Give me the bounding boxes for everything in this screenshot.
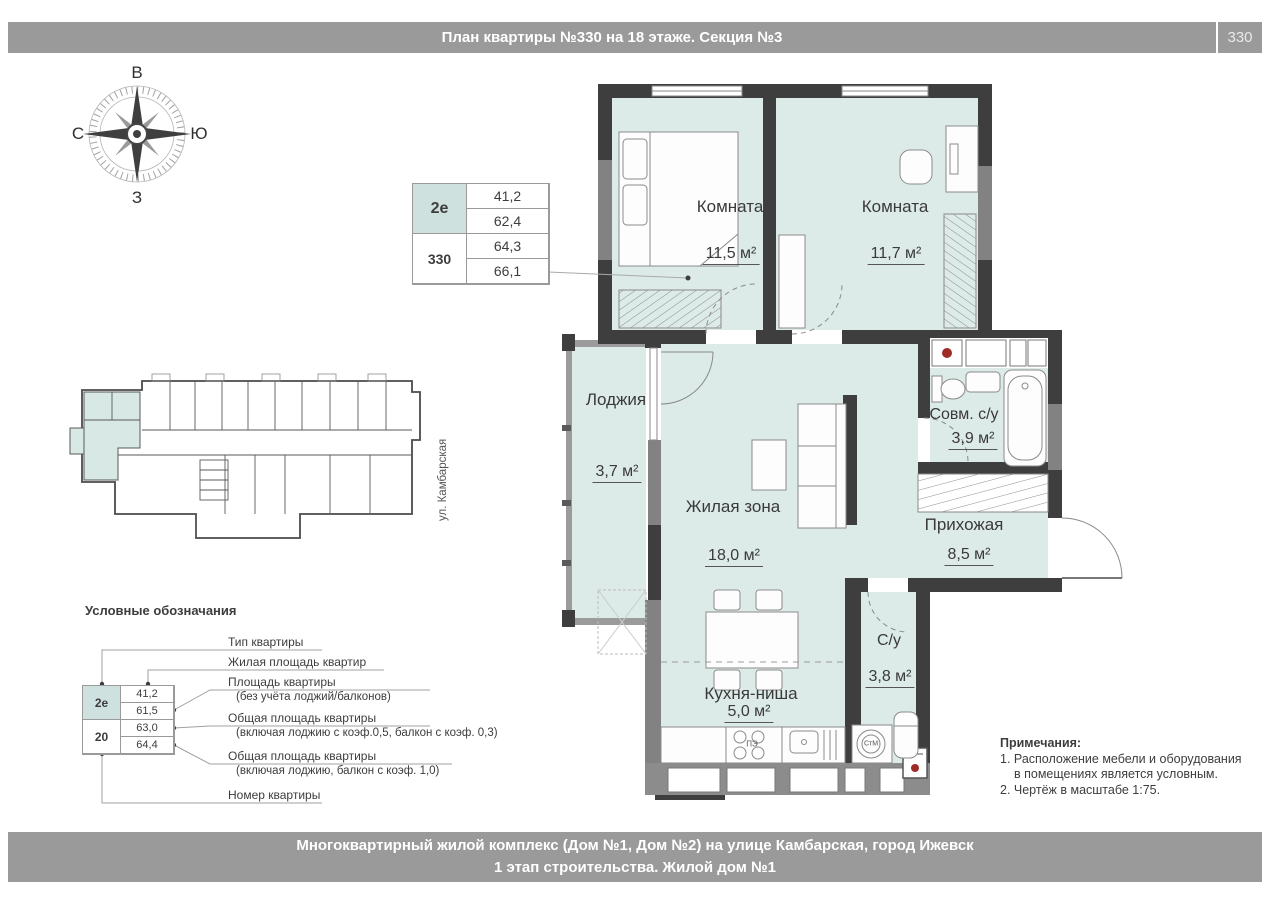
legend-entry-sub: (включая лоджию, балкон с коэф. 1,0)	[236, 765, 440, 777]
note-line: 2. Чертёж в масштабе 1:75.	[1000, 782, 1161, 797]
footer-line1: Многоквартирный жилой комплекс (Дом №1, Дом №2) на улице Камбарская, город Ижевск	[296, 837, 974, 855]
notes-title: Примечания:	[1000, 736, 1082, 750]
legend-entry: Тип квартиры	[228, 635, 304, 649]
area-value: 66,1	[466, 258, 549, 284]
legend-entry: Общая площадь квартиры	[228, 711, 377, 725]
room-area-bedroom1: 11,5 м²	[703, 245, 760, 265]
room-area-bedroom2: 11,7 м²	[868, 245, 925, 265]
legend-value: 64,4	[120, 736, 174, 754]
compass-south-label: З	[131, 188, 143, 207]
room-label-hall: Прихожая	[924, 515, 1004, 534]
legend-value: 63,0	[120, 719, 174, 737]
apartment-number: 330	[412, 233, 467, 284]
legend-entry-sub: (включая лоджию с коэф.0,5, балкон с коэф. 0,3)	[236, 727, 498, 739]
apartment-info-table	[412, 183, 550, 285]
room-label-wc: С/у	[877, 632, 901, 649]
room-area-hall: 8,5 м²	[944, 546, 993, 566]
hall-closet	[918, 474, 1048, 512]
bath-strip	[930, 338, 1048, 368]
room-label-bathroom: Совм. с/у	[929, 406, 999, 423]
apartment-type: 2е	[412, 183, 467, 234]
key-plan	[70, 374, 420, 538]
room-area-loggia: 3,7 м²	[592, 463, 641, 483]
legend-sample-table	[82, 685, 175, 755]
compass-east-label: Ю	[190, 124, 208, 143]
header-bar	[8, 22, 1262, 53]
legend-value: 61,5	[120, 702, 174, 720]
footer-bar	[8, 832, 1262, 882]
legend-entry: Общая площадь квартиры	[228, 749, 377, 763]
washer-label: СтМ	[863, 740, 879, 748]
compass-west-label: С	[71, 124, 85, 143]
street-label: ул. Камбарская	[437, 438, 449, 521]
page-title: План квартиры №330 на 18 этаже. Секция №3	[441, 29, 783, 46]
legend-number: 20	[82, 719, 121, 754]
legend-entry-sub: (без учёта лоджий/балконов)	[236, 691, 391, 703]
legend-entry: Жилая площадь квартир	[228, 655, 367, 669]
stove-label: ПЭ	[746, 739, 758, 749]
legend-value: 41,2	[120, 685, 174, 703]
area-value: 64,3	[466, 233, 549, 259]
compass-north-label: В	[131, 63, 143, 82]
room-area-kitchen: 5,0 м²	[724, 703, 773, 723]
area-value: 41,2	[466, 183, 549, 209]
room-label-kitchen: Кухня-ниша	[704, 684, 798, 703]
room-label-bedroom1: Комната	[696, 197, 764, 216]
area-value: 62,4	[466, 208, 549, 234]
compass-icon	[83, 86, 191, 182]
note-line: в помещениях является условным.	[1014, 767, 1218, 781]
footer-line2: 1 этап строительства. Жилой дом №1	[493, 859, 777, 876]
legend-entry: Номер квартиры	[228, 788, 321, 802]
room-area-bathroom: 3,9 м²	[948, 430, 997, 450]
legend-title: Условные обозначания	[85, 603, 237, 618]
legend-entry: Площадь квартиры	[228, 675, 336, 689]
room-area-living: 18,0 м²	[705, 547, 763, 567]
room-label-bedroom2: Комната	[861, 197, 929, 216]
sheet-number: 330	[1227, 29, 1253, 46]
room-label-loggia: Лоджия	[585, 390, 647, 409]
room-area-wc: 3,8 м²	[865, 668, 914, 688]
note-line: 1. Расположение мебели и оборудования	[1000, 751, 1242, 766]
room-label-living: Жилая зона	[685, 497, 781, 516]
notes-block	[1000, 736, 1260, 798]
legend-type: 2е	[82, 685, 121, 720]
